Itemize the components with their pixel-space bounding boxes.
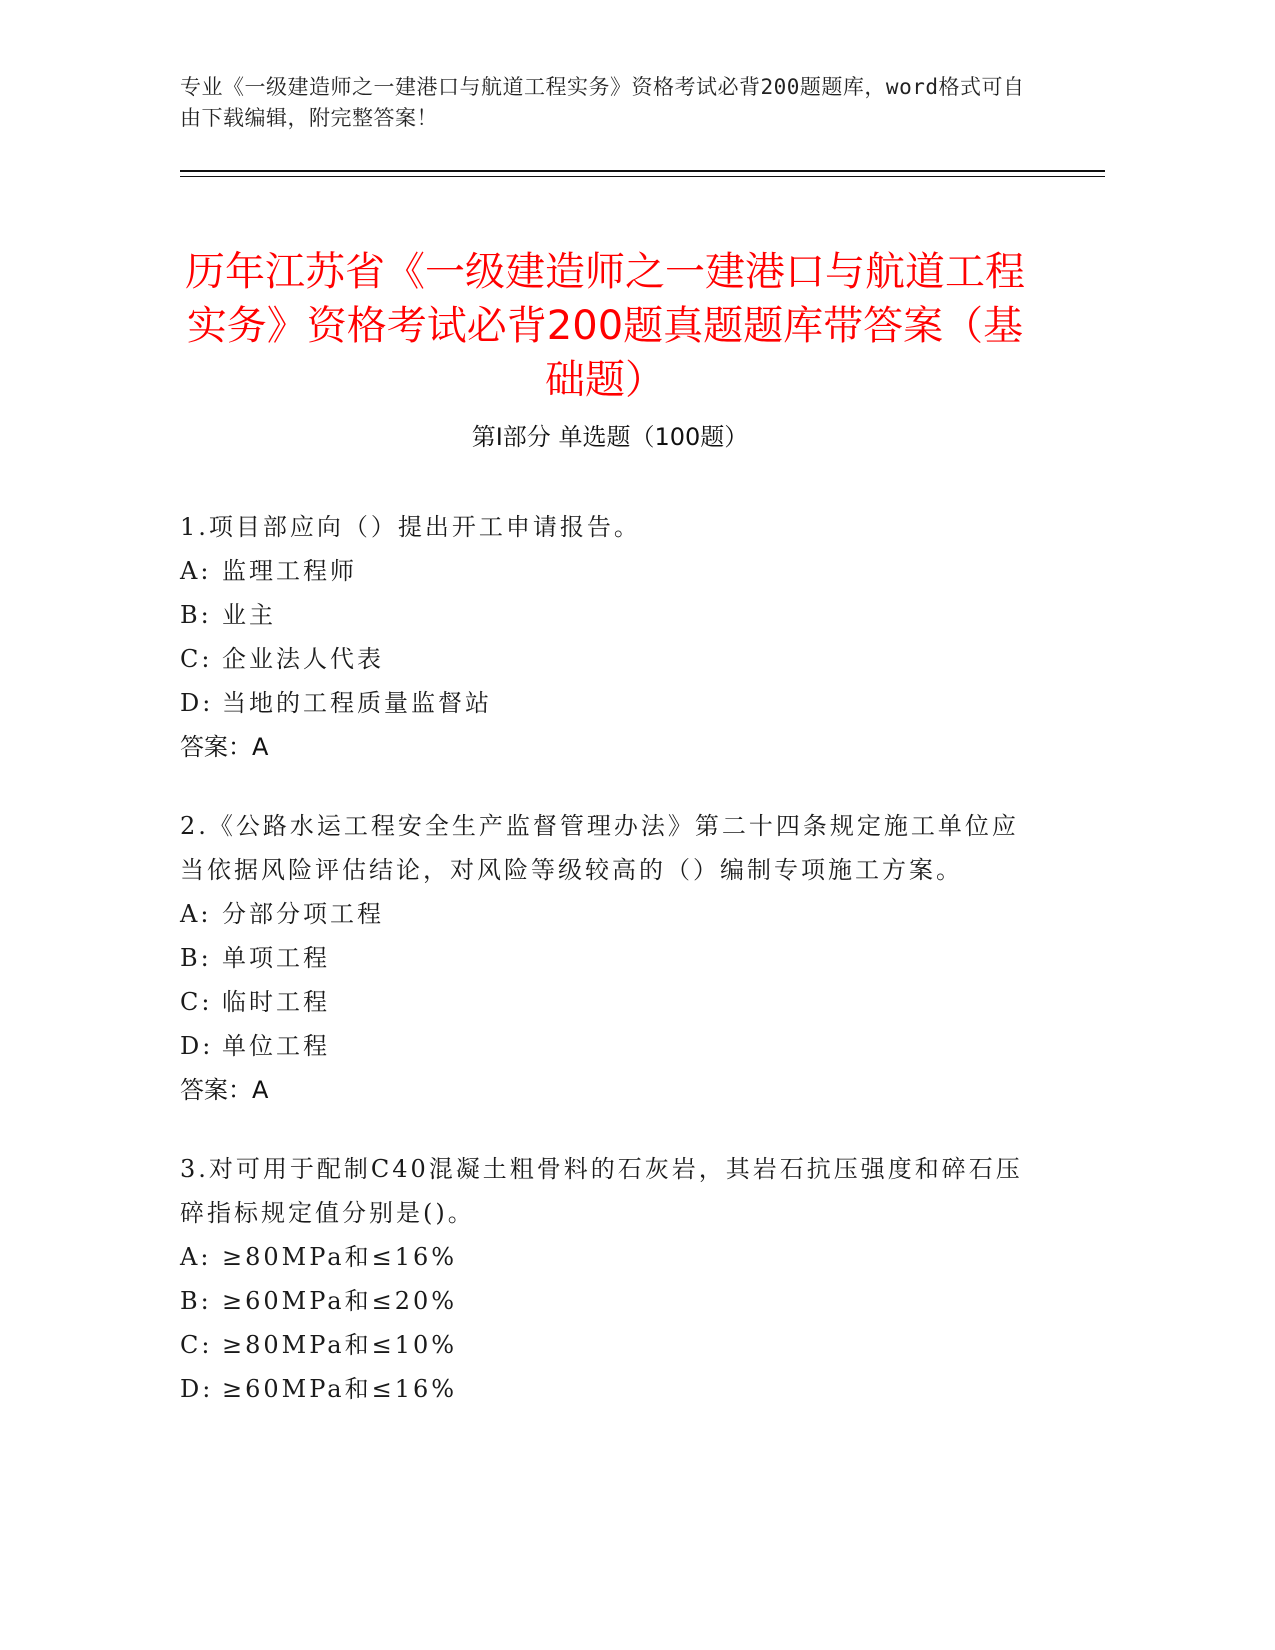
question-2 [180,804,1030,1112]
option-b [180,1279,1030,1323]
question-stem: 2.《公路水运工程安全生产监督管理办法》第二十四条规定施工单位应当依据风险评估结论，对风险等级较高的（）编制专项施工方案。 [180,812,1019,884]
option-letter: A: [180,1243,212,1271]
question-stem: 1.项目部应向（）提出开工申请报告。 [180,513,641,541]
option-d [180,1024,1030,1068]
option-a [180,549,1030,593]
option-text: 单项工程 [222,944,330,972]
option-text: ≥80MPa和≤16% [222,1243,458,1271]
question-list [180,505,1030,1446]
option-c [180,980,1030,1024]
option-letter: C: [180,1331,213,1359]
option-text: ≥60MPa和≤20% [222,1287,458,1315]
section-heading: 第Ⅰ部分 单选题（100题） [471,423,749,451]
option-letter: B: [180,601,212,629]
option-letter: C: [180,988,213,1016]
header-divider-thin [180,176,1105,177]
option-a [180,892,1030,936]
header-divider-thick [180,170,1105,172]
option-text: 分部分项工程 [222,900,384,928]
option-a [180,1235,1030,1279]
option-text: ≥60MPa和≤16% [222,1375,458,1403]
option-letter: B: [180,944,212,972]
question-stem: 3.对可用于配制C40混凝土粗骨料的石灰岩，其岩石抗压强度和碎石压碎指标规定值分别是()。 [180,1155,1023,1227]
answer-line: 答案：A [180,1076,269,1104]
question-3 [180,1147,1030,1411]
option-text: ≥80MPa和≤10% [222,1331,458,1359]
option-c [180,1323,1030,1367]
option-text: 当地的工程质量监督站 [222,689,492,717]
option-b [180,593,1030,637]
option-d [180,1367,1030,1411]
option-text: 企业法人代表 [222,645,384,673]
answer-line: 答案：A [180,733,269,761]
option-text: 业主 [222,601,276,629]
header-note: 专业《一级建造师之一建港口与航道工程实务》资格考试必背200题题库，word格式可自由下载编辑，附完整答案！ [180,75,1025,130]
option-text: 单位工程 [222,1032,330,1060]
option-d [180,681,1030,725]
option-letter: A: [180,557,212,585]
option-letter: A: [180,900,212,928]
option-b [180,936,1030,980]
option-letter: D: [180,1032,214,1060]
option-letter: B: [180,1287,212,1315]
option-text: 临时工程 [222,988,330,1016]
option-letter: D: [180,1375,214,1403]
option-letter: C: [180,645,213,673]
option-text: 监理工程师 [222,557,357,585]
option-c [180,637,1030,681]
question-1 [180,505,1030,769]
option-letter: D: [180,689,214,717]
document-title: 历年江苏省《一级建造师之一建港口与航道工程实务》资格考试必背200题真题题库带答案（基础题） [185,248,1025,403]
